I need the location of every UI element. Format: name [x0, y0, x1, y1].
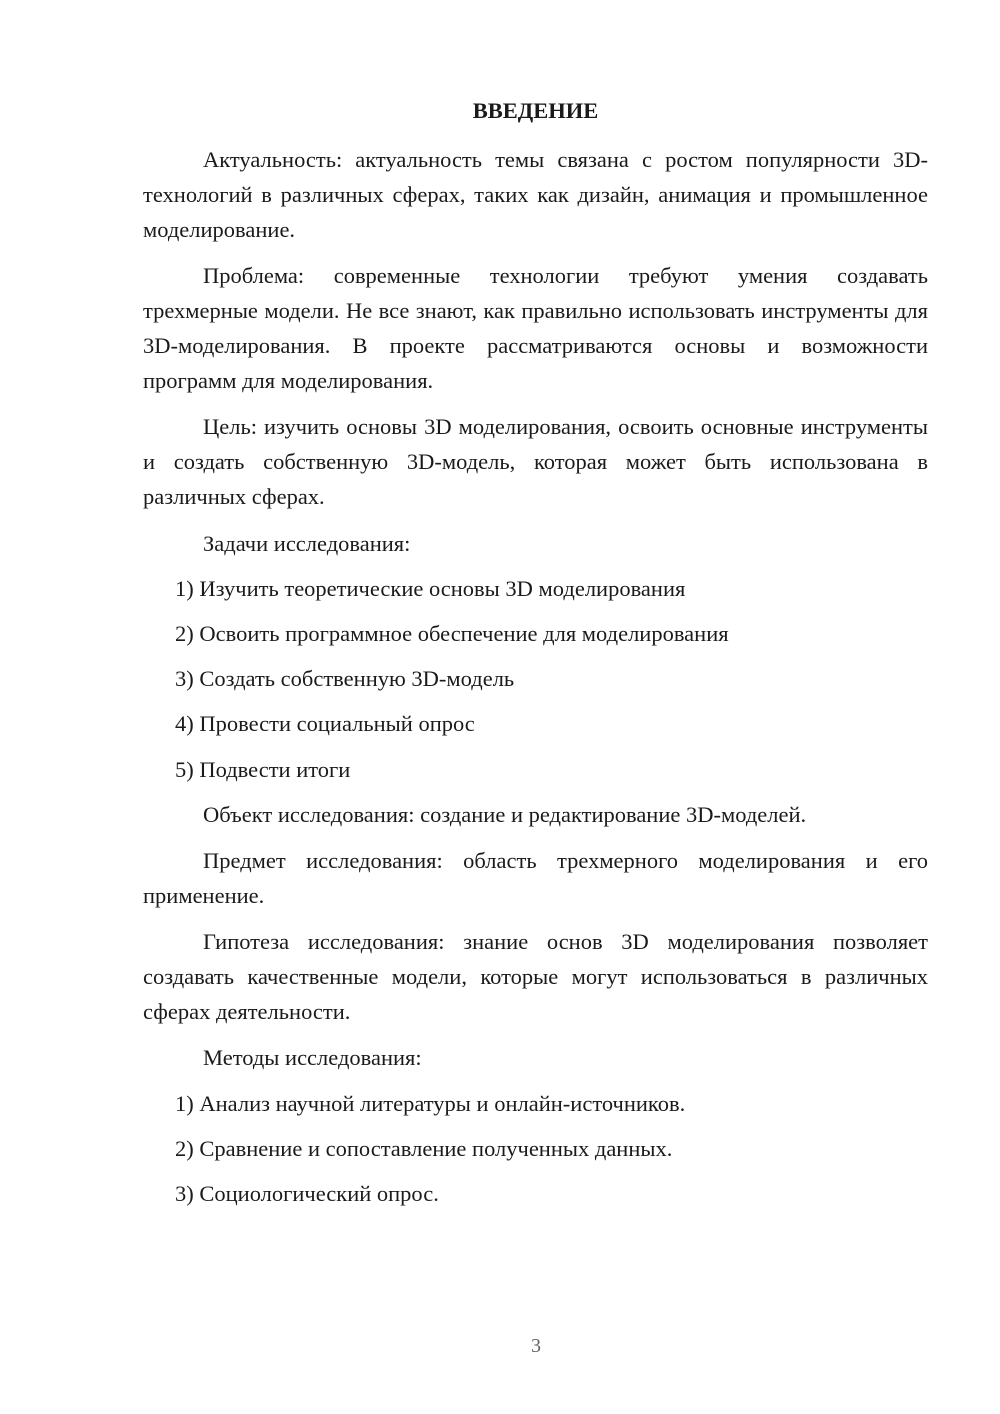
object-paragraph: Объект исследования: создание и редактирование 3D-моделей. [203, 802, 807, 827]
task-item-3: 3) Создать собственную 3D-модель [175, 666, 515, 691]
page-number: 3 [531, 1335, 541, 1357]
methods-heading: Методы исследования: [203, 1045, 422, 1070]
problem-paragraph: Проблема: современные технологии требуют умения создавать трехмерные модели. Не все знают, как правильно использовать инструменты для 3D-моделирования. В проекте рассматриваются основы и возможности программ для моделирования. [143, 263, 928, 393]
subject-paragraph: Предмет исследования: область трехмерного моделирования и его применение. [143, 848, 928, 908]
task-item-4: 4) Провести социальный опрос [175, 711, 475, 736]
task-item-5: 5) Подвести итоги [175, 757, 351, 782]
hypothesis-paragraph: Гипотеза исследования: знание основ 3D моделирования позволяет создавать качественные модели, которые могут использоваться в различных сферах деятельности. [143, 929, 928, 1024]
relevance-paragraph: Актуальность: актуальность темы связана с ростом популярности 3D-технологий в различных сферах, таких как дизайн, анимация и промышленное моделирование. [143, 147, 928, 242]
task-item-2: 2) Освоить программное обеспечение для моделирования [175, 621, 729, 646]
goal-paragraph: Цель: изучить основы 3D моделирования, освоить основные инструменты и создать собственную 3D-модель, которая может быть использована в различных сферах. [143, 414, 928, 509]
method-item-1: 1) Анализ научной литературы и онлайн-источников. [175, 1091, 686, 1116]
section-title: ВВЕДЕНИЕ [472, 98, 599, 123]
method-item-3: 3) Социологический опрос. [175, 1181, 439, 1206]
task-item-1: 1) Изучить теоретические основы 3D моделирования [175, 576, 686, 601]
method-item-2: 2) Сравнение и сопоставление полученных данных. [175, 1136, 673, 1161]
tasks-heading: Задачи исследования: [203, 531, 411, 556]
